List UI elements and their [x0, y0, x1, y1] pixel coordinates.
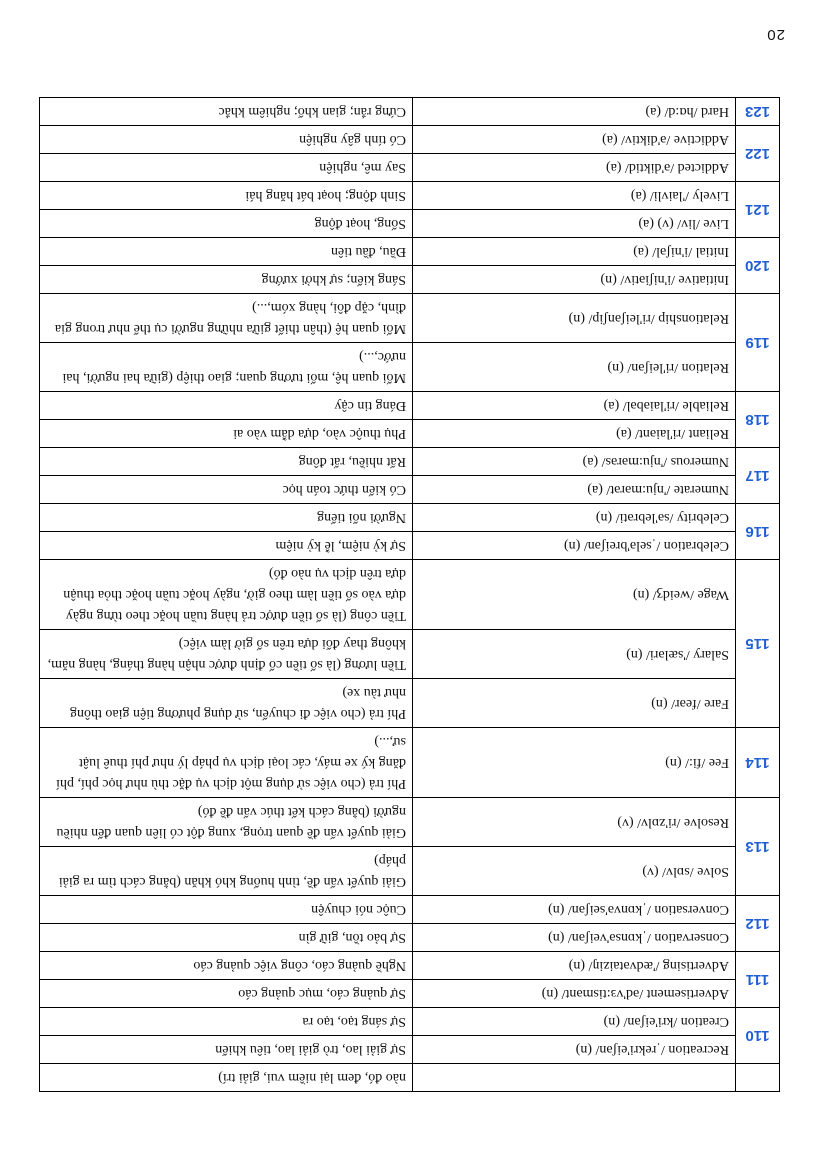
- word-cell: Resolve /ri'zɒlv/ (v): [413, 798, 736, 847]
- meaning-cell: Sự sáng tạo, tạo ra: [40, 1008, 413, 1036]
- meaning-cell: Đáng tin cậy: [40, 392, 413, 420]
- word-cell: [413, 1064, 736, 1092]
- table-row: [40, 448, 780, 476]
- word-cell: Celebration /ˌselə'breiʃən/ (n): [413, 532, 736, 560]
- word-cell: Reliant /ri'laiənt/ (a): [413, 420, 736, 448]
- group-number: 120: [736, 238, 780, 294]
- word-cell: Fare /feər/ (n): [413, 679, 736, 728]
- meaning-cell: Cuộc nói chuyện: [40, 896, 413, 924]
- table-row: [40, 504, 780, 532]
- meaning-cell: Rất nhiều, rất đông: [40, 448, 413, 476]
- word-cell: Hard /hɑ:d/ (a): [413, 98, 736, 126]
- meaning-cell: Giải quyết vấn đề quan trọng, xung đột có liên quan đến nhiều người (bằng cách kết thúc vấn đề đó): [40, 798, 413, 847]
- table-row: [40, 420, 780, 448]
- table-row: [40, 952, 780, 980]
- table-row: [40, 728, 780, 798]
- meaning-cell: Giải quyết vấn đề, tình huống khó khăn (bằng cách tìm ra giải pháp): [40, 847, 413, 896]
- vocabulary-table-body: [40, 98, 780, 1092]
- group-number: 118: [736, 392, 780, 448]
- continuation-meaning: nào đó, đem lại niềm vui, giải trí): [40, 1064, 413, 1092]
- group-number: 110: [736, 1008, 780, 1064]
- word-cell: Wage /weidʒ/ (n): [413, 560, 736, 630]
- word-cell: Celebrity /sə'lebrəti/ (n): [413, 504, 736, 532]
- word-cell: Initiative /i'niʃiətiv/ (n): [413, 266, 736, 294]
- table-row: [40, 560, 780, 630]
- continuation-row: [40, 1064, 780, 1092]
- meaning-cell: Có tính gây nghiện: [40, 126, 413, 154]
- meaning-cell: Phụ thuộc vào, dựa dẫm vào ai: [40, 420, 413, 448]
- word-cell: Recreation /ˌrekri'eiʃən/ (n): [413, 1036, 736, 1064]
- table-row: [40, 154, 780, 182]
- word-cell: Advertising /'ædvətaiziŋ/ (n): [413, 952, 736, 980]
- group-number: 112: [736, 896, 780, 952]
- meaning-cell: Phí trả (cho việc sử dụng một dịch vụ đặc thù như học phí, phí đăng ký xe máy, các loại dịch vụ pháp lý như phí thuê luật sư,...): [40, 728, 413, 798]
- word-cell: Numerous /'nju:mərəs/ (a): [413, 448, 736, 476]
- table-row: [40, 679, 780, 728]
- word-cell: Creation /kri'eiʃən/ (n): [413, 1008, 736, 1036]
- word-cell: Addictive /ə'diktiv/ (a): [413, 126, 736, 154]
- word-cell: Conservation /ˌkɒnsə'veiʃən/ (n): [413, 924, 736, 952]
- table-row: [40, 476, 780, 504]
- table-row: [40, 532, 780, 560]
- meaning-cell: Đầu, đầu tiên: [40, 238, 413, 266]
- word-cell: Reliable /ri'laiəbəl/ (a): [413, 392, 736, 420]
- meaning-cell: Say mê, nghiện: [40, 154, 413, 182]
- group-number: 122: [736, 126, 780, 182]
- page-number: 20: [766, 26, 785, 43]
- group-number: 123: [736, 98, 780, 126]
- meaning-cell: Sinh động; hoạt bát hăng hái: [40, 182, 413, 210]
- meaning-cell: Phí trả (cho việc đi chuyến, sử dụng phương tiện giao thông như tàu xe): [40, 679, 413, 728]
- meaning-cell: Cứng rắn; gian khổ; nghiêm khắc: [40, 98, 413, 126]
- table-row: [40, 980, 780, 1008]
- table-row: [40, 294, 780, 343]
- group-number: 116: [736, 504, 780, 560]
- meaning-cell: Mối quan hệ, mối tương quan; giao thiệp (giữa hai người, hai nước,...): [40, 343, 413, 392]
- group-number: 117: [736, 448, 780, 504]
- meaning-cell: Tiền lương (là số tiền cố định được nhận hàng tháng, hàng năm, không thay đổi dựa trên số giờ làm việc): [40, 630, 413, 679]
- meaning-cell: Sự kỷ niệm, lễ kỷ niệm: [40, 532, 413, 560]
- word-cell: Relationship /ri'leiʃənʃip/ (n): [413, 294, 736, 343]
- meaning-cell: Sự bảo tồn, giữ gìn: [40, 924, 413, 952]
- word-cell: Addicted /ə'diktid/ (a): [413, 154, 736, 182]
- word-cell: Salary /'sæləri/ (n): [413, 630, 736, 679]
- group-number: 113: [736, 798, 780, 896]
- word-cell: Numerate /'nju:mərət/ (a): [413, 476, 736, 504]
- group-number: 121: [736, 182, 780, 238]
- table-row: [40, 1008, 780, 1036]
- group-number: 119: [736, 294, 780, 392]
- group-number: 111: [736, 952, 780, 1008]
- meaning-cell: Nghề quảng cáo, công việc quảng cáo: [40, 952, 413, 980]
- word-cell: Advertisement /əd'vɜ:tismənt/ (n): [413, 980, 736, 1008]
- meaning-cell: Người nổi tiếng: [40, 504, 413, 532]
- table-row: [40, 182, 780, 210]
- table-row: [40, 126, 780, 154]
- meaning-cell: Sự giải lao, trò giải lao, tiêu khiển: [40, 1036, 413, 1064]
- table-row: [40, 266, 780, 294]
- table-row: [40, 896, 780, 924]
- table-row: [40, 392, 780, 420]
- word-cell: Relation /ri'leiʃən/ (n): [413, 343, 736, 392]
- group-number: 115: [736, 560, 780, 728]
- group-number-cell: [736, 1064, 780, 1092]
- meaning-cell: Có kiến thức toán học: [40, 476, 413, 504]
- word-cell: Initial /i'niʃəl/ (a): [413, 238, 736, 266]
- table-row: [40, 238, 780, 266]
- word-cell: Solve /sɒlv/ (v): [413, 847, 736, 896]
- word-cell: Lively /'laivli/ (a): [413, 182, 736, 210]
- meaning-cell: Sự quảng cáo, mục quảng cáo: [40, 980, 413, 1008]
- meaning-cell: Mối quan hệ (thân thiết giữa những người cụ thể như trong gia đình, cặp đôi, hàng xóm,...): [40, 294, 413, 343]
- table-row: [40, 924, 780, 952]
- meaning-cell: Sống, hoạt động: [40, 210, 413, 238]
- vocabulary-table: [39, 97, 780, 1092]
- table-row: [40, 98, 780, 126]
- word-cell: Live /liv/ (v) (a): [413, 210, 736, 238]
- meaning-cell: Tiền công (là số tiền được trả hàng tuần hoặc theo từng ngày dựa vào số tiền làm theo giờ, ngày hoặc tuần hoặc thỏa thuận dựa trên dịch vụ nào đó): [40, 560, 413, 630]
- table-row: [40, 630, 780, 679]
- table-row: [40, 847, 780, 896]
- word-cell: Conversation /ˌkɒnvə'seiʃən/ (n): [413, 896, 736, 924]
- table-row: [40, 798, 780, 847]
- table-row: [40, 1036, 780, 1064]
- meaning-cell: Sáng kiến; sự khởi xướng: [40, 266, 413, 294]
- table-row: [40, 343, 780, 392]
- table-row: [40, 210, 780, 238]
- word-cell: Fee /fi:/ (n): [413, 728, 736, 798]
- group-number: 114: [736, 728, 780, 798]
